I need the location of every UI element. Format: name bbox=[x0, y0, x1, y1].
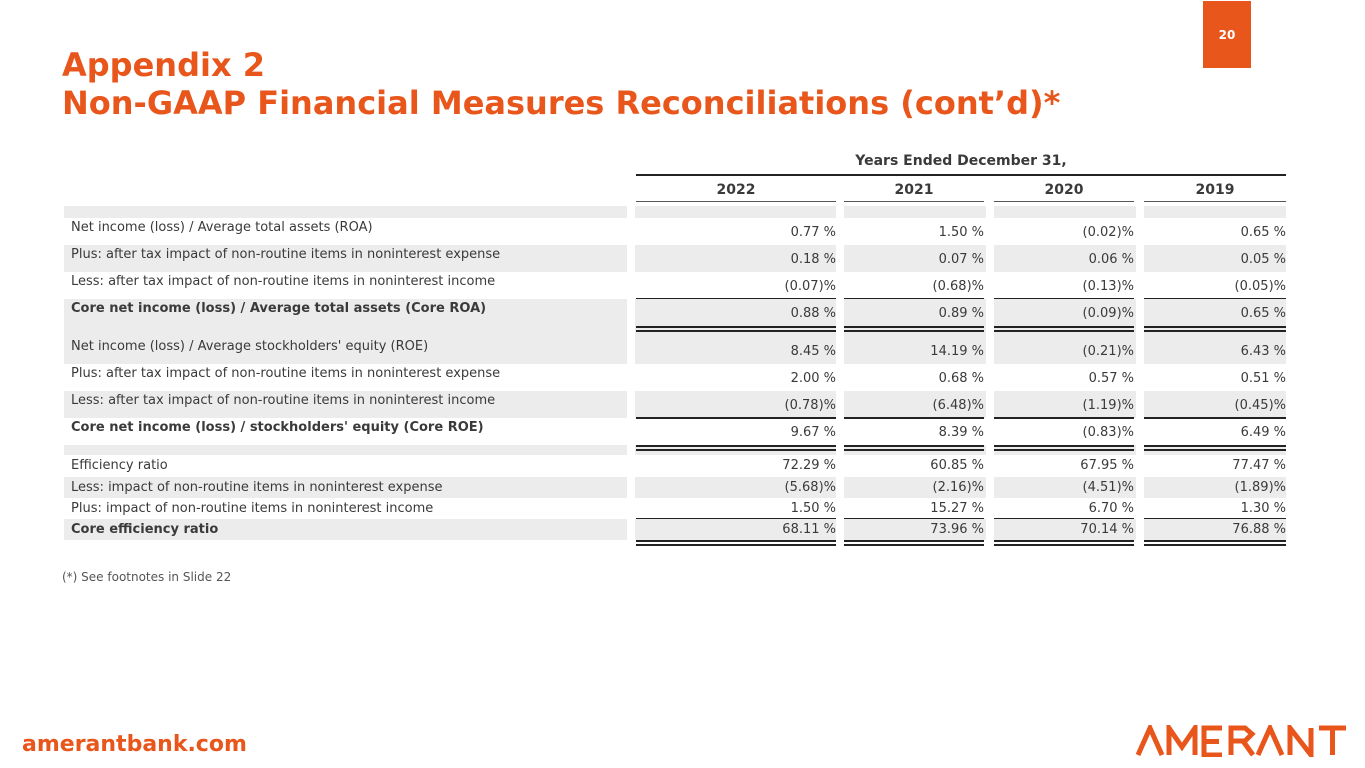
row-label: Less: impact of non-routine items in noninterest expense bbox=[71, 480, 443, 495]
page-number-badge bbox=[1203, 1, 1251, 68]
table-row bbox=[64, 455, 1286, 477]
table-row bbox=[64, 391, 1286, 418]
column-gap bbox=[1136, 337, 1144, 364]
table-row bbox=[64, 272, 1286, 299]
row-label: Core net income (loss) / stockholders' equity (Core ROE) bbox=[71, 420, 484, 435]
row-value-2020: (1.19)% bbox=[1082, 398, 1134, 413]
row-value-2021: 1.50 % bbox=[938, 225, 984, 240]
row-value-2021: 0.89 % bbox=[938, 306, 984, 321]
row-label: Net income (loss) / Average stockholders' equity (ROE) bbox=[71, 339, 429, 354]
amerant-logo bbox=[1135, 725, 1349, 757]
column-gap bbox=[627, 337, 635, 364]
row-value-2019: (0.05)% bbox=[1234, 279, 1286, 294]
column-gap bbox=[986, 245, 994, 272]
column-gap bbox=[627, 391, 635, 418]
total-double-rule bbox=[1144, 326, 1286, 332]
row-value-2022: 0.77 % bbox=[790, 225, 836, 240]
row-value-2022: 0.18 % bbox=[790, 252, 836, 267]
row-value-2019: 77.47 % bbox=[1232, 458, 1286, 473]
row-value-2022: 0.88 % bbox=[790, 306, 836, 321]
row-label: Plus: impact of non-routine items in noninterest income bbox=[71, 501, 434, 516]
row-value-2022: 72.29 % bbox=[782, 458, 836, 473]
row-value-2020: 0.57 % bbox=[1088, 371, 1134, 386]
row-label: Core efficiency ratio bbox=[71, 522, 219, 537]
row-value-2020: (0.02)% bbox=[1082, 225, 1134, 240]
row-value-2019: 76.88 % bbox=[1232, 522, 1286, 537]
row-label: Less: after tax impact of non-routine items in noninterest income bbox=[71, 274, 496, 289]
row-value-2019: 0.05 % bbox=[1240, 252, 1286, 267]
column-gap bbox=[836, 206, 844, 218]
row-value-2020: 0.06 % bbox=[1088, 252, 1134, 267]
row-value-2022: (5.68)% bbox=[784, 480, 836, 495]
row-value-2022: (0.07)% bbox=[784, 279, 836, 294]
column-gap bbox=[986, 391, 994, 418]
column-gap bbox=[1136, 206, 1144, 218]
column-gap bbox=[836, 519, 844, 540]
total-double-rule bbox=[844, 326, 984, 332]
table-row bbox=[64, 519, 1286, 540]
row-value-2020: (0.83)% bbox=[1082, 425, 1134, 440]
row-value-2020: (0.09)% bbox=[1082, 306, 1134, 321]
table-row bbox=[64, 299, 1286, 326]
table-row bbox=[64, 364, 1286, 391]
row-value-2022: 68.11 % bbox=[782, 522, 836, 537]
header-spacer-band bbox=[64, 206, 1286, 218]
row-value-2019: 1.30 % bbox=[1240, 501, 1286, 516]
column-gap bbox=[836, 299, 844, 326]
column-gap bbox=[627, 326, 635, 337]
row-value-2019: (1.89)% bbox=[1234, 480, 1286, 495]
row-value-2019: 6.43 % bbox=[1240, 344, 1286, 359]
table-row bbox=[64, 477, 1286, 498]
column-gap bbox=[836, 445, 844, 455]
column-gap bbox=[986, 445, 994, 455]
column-gap bbox=[627, 519, 635, 540]
year-header-2: 2020 bbox=[1044, 182, 1084, 198]
year-header-3: 2019 bbox=[1195, 182, 1235, 198]
row-label: Less: after tax impact of non-routine items in noninterest income bbox=[71, 393, 496, 408]
column-gap bbox=[1136, 477, 1144, 498]
row-label: Plus: after tax impact of non-routine items in noninterest expense bbox=[71, 366, 501, 381]
total-double-rule bbox=[844, 445, 984, 451]
total-double-rule bbox=[636, 326, 836, 332]
row-value-2019: 0.51 % bbox=[1240, 371, 1286, 386]
column-gap bbox=[627, 245, 635, 272]
period-header: Years Ended December 31, bbox=[855, 153, 1067, 169]
footnote: (*) See footnotes in Slide 22 bbox=[62, 570, 232, 584]
column-gap bbox=[986, 477, 994, 498]
row-value-2021: 60.85 % bbox=[930, 458, 984, 473]
row-label: Core net income (loss) / Average total assets (Core ROA) bbox=[71, 301, 487, 316]
column-gap bbox=[627, 445, 635, 455]
row-value-2021: 14.19 % bbox=[930, 344, 984, 359]
table-row bbox=[64, 245, 1286, 272]
column-gap bbox=[986, 337, 994, 364]
row-label: Net income (loss) / Average total assets (ROA) bbox=[71, 220, 373, 235]
year-header-rule bbox=[1144, 201, 1286, 202]
row-value-2022: 9.67 % bbox=[790, 425, 836, 440]
year-header-rule bbox=[994, 201, 1134, 202]
row-value-2019: 6.49 % bbox=[1240, 425, 1286, 440]
column-gap bbox=[627, 299, 635, 326]
title-line-2: Non-GAAP Financial Measures Reconciliations (cont’d)* bbox=[62, 84, 1061, 122]
period-header-rule bbox=[636, 174, 1286, 176]
website-link[interactable]: amerantbank.com bbox=[22, 732, 247, 757]
column-gap bbox=[986, 519, 994, 540]
total-double-rule bbox=[1144, 540, 1286, 546]
total-double-rule bbox=[1144, 445, 1286, 451]
row-value-2021: 73.96 % bbox=[930, 522, 984, 537]
row-value-2020: 6.70 % bbox=[1088, 501, 1134, 516]
row-value-2022: 8.45 % bbox=[790, 344, 836, 359]
row-value-2020: (0.21)% bbox=[1082, 344, 1134, 359]
row-value-2021: 8.39 % bbox=[938, 425, 984, 440]
column-gap bbox=[1136, 445, 1144, 455]
page-title bbox=[62, 46, 1060, 122]
row-value-2021: 15.27 % bbox=[930, 501, 984, 516]
row-value-2022: (0.78)% bbox=[784, 398, 836, 413]
row-value-2022: 2.00 % bbox=[790, 371, 836, 386]
column-gap bbox=[986, 299, 994, 326]
row-value-2022: 1.50 % bbox=[790, 501, 836, 516]
column-gap bbox=[1136, 326, 1144, 337]
row-value-2019: (0.45)% bbox=[1234, 398, 1286, 413]
column-gap bbox=[986, 326, 994, 337]
column-gap bbox=[1136, 299, 1144, 326]
column-gap bbox=[1136, 245, 1144, 272]
column-gap bbox=[1136, 391, 1144, 418]
row-value-2019: 0.65 % bbox=[1240, 306, 1286, 321]
row-label: Plus: after tax impact of non-routine items in noninterest expense bbox=[71, 247, 501, 262]
total-double-rule bbox=[994, 540, 1134, 546]
year-header-rule bbox=[844, 201, 984, 202]
column-gap bbox=[836, 326, 844, 337]
year-header-1: 2021 bbox=[894, 182, 934, 198]
column-gap bbox=[836, 391, 844, 418]
row-value-2021: (0.68)% bbox=[932, 279, 984, 294]
column-gap bbox=[627, 206, 635, 218]
row-value-2020: (4.51)% bbox=[1082, 480, 1134, 495]
total-double-rule bbox=[636, 540, 836, 546]
column-gap bbox=[1136, 519, 1144, 540]
total-double-rule bbox=[636, 445, 836, 451]
table-row bbox=[64, 418, 1286, 445]
column-gap bbox=[986, 206, 994, 218]
column-gap bbox=[836, 337, 844, 364]
table-row bbox=[64, 498, 1286, 519]
year-header-0: 2022 bbox=[716, 182, 756, 198]
row-value-2020: 67.95 % bbox=[1080, 458, 1134, 473]
column-gap bbox=[627, 477, 635, 498]
table-row bbox=[64, 337, 1286, 364]
column-gap bbox=[836, 477, 844, 498]
row-value-2020: (0.13)% bbox=[1082, 279, 1134, 294]
row-value-2021: 0.68 % bbox=[938, 371, 984, 386]
row-label: Efficiency ratio bbox=[71, 458, 168, 473]
title-line-1: Appendix 2 bbox=[62, 46, 265, 84]
total-double-rule bbox=[994, 445, 1134, 451]
row-value-2021: (2.16)% bbox=[932, 480, 984, 495]
total-double-rule bbox=[994, 326, 1134, 332]
row-value-2021: 0.07 % bbox=[938, 252, 984, 267]
year-header-rule bbox=[636, 201, 836, 202]
total-double-rule bbox=[844, 540, 984, 546]
row-value-2020: 70.14 % bbox=[1080, 522, 1134, 537]
column-gap bbox=[836, 245, 844, 272]
row-value-2021: (6.48)% bbox=[932, 398, 984, 413]
page-number: 20 bbox=[1218, 27, 1236, 42]
row-value-2019: 0.65 % bbox=[1240, 225, 1286, 240]
table-row bbox=[64, 218, 1286, 245]
